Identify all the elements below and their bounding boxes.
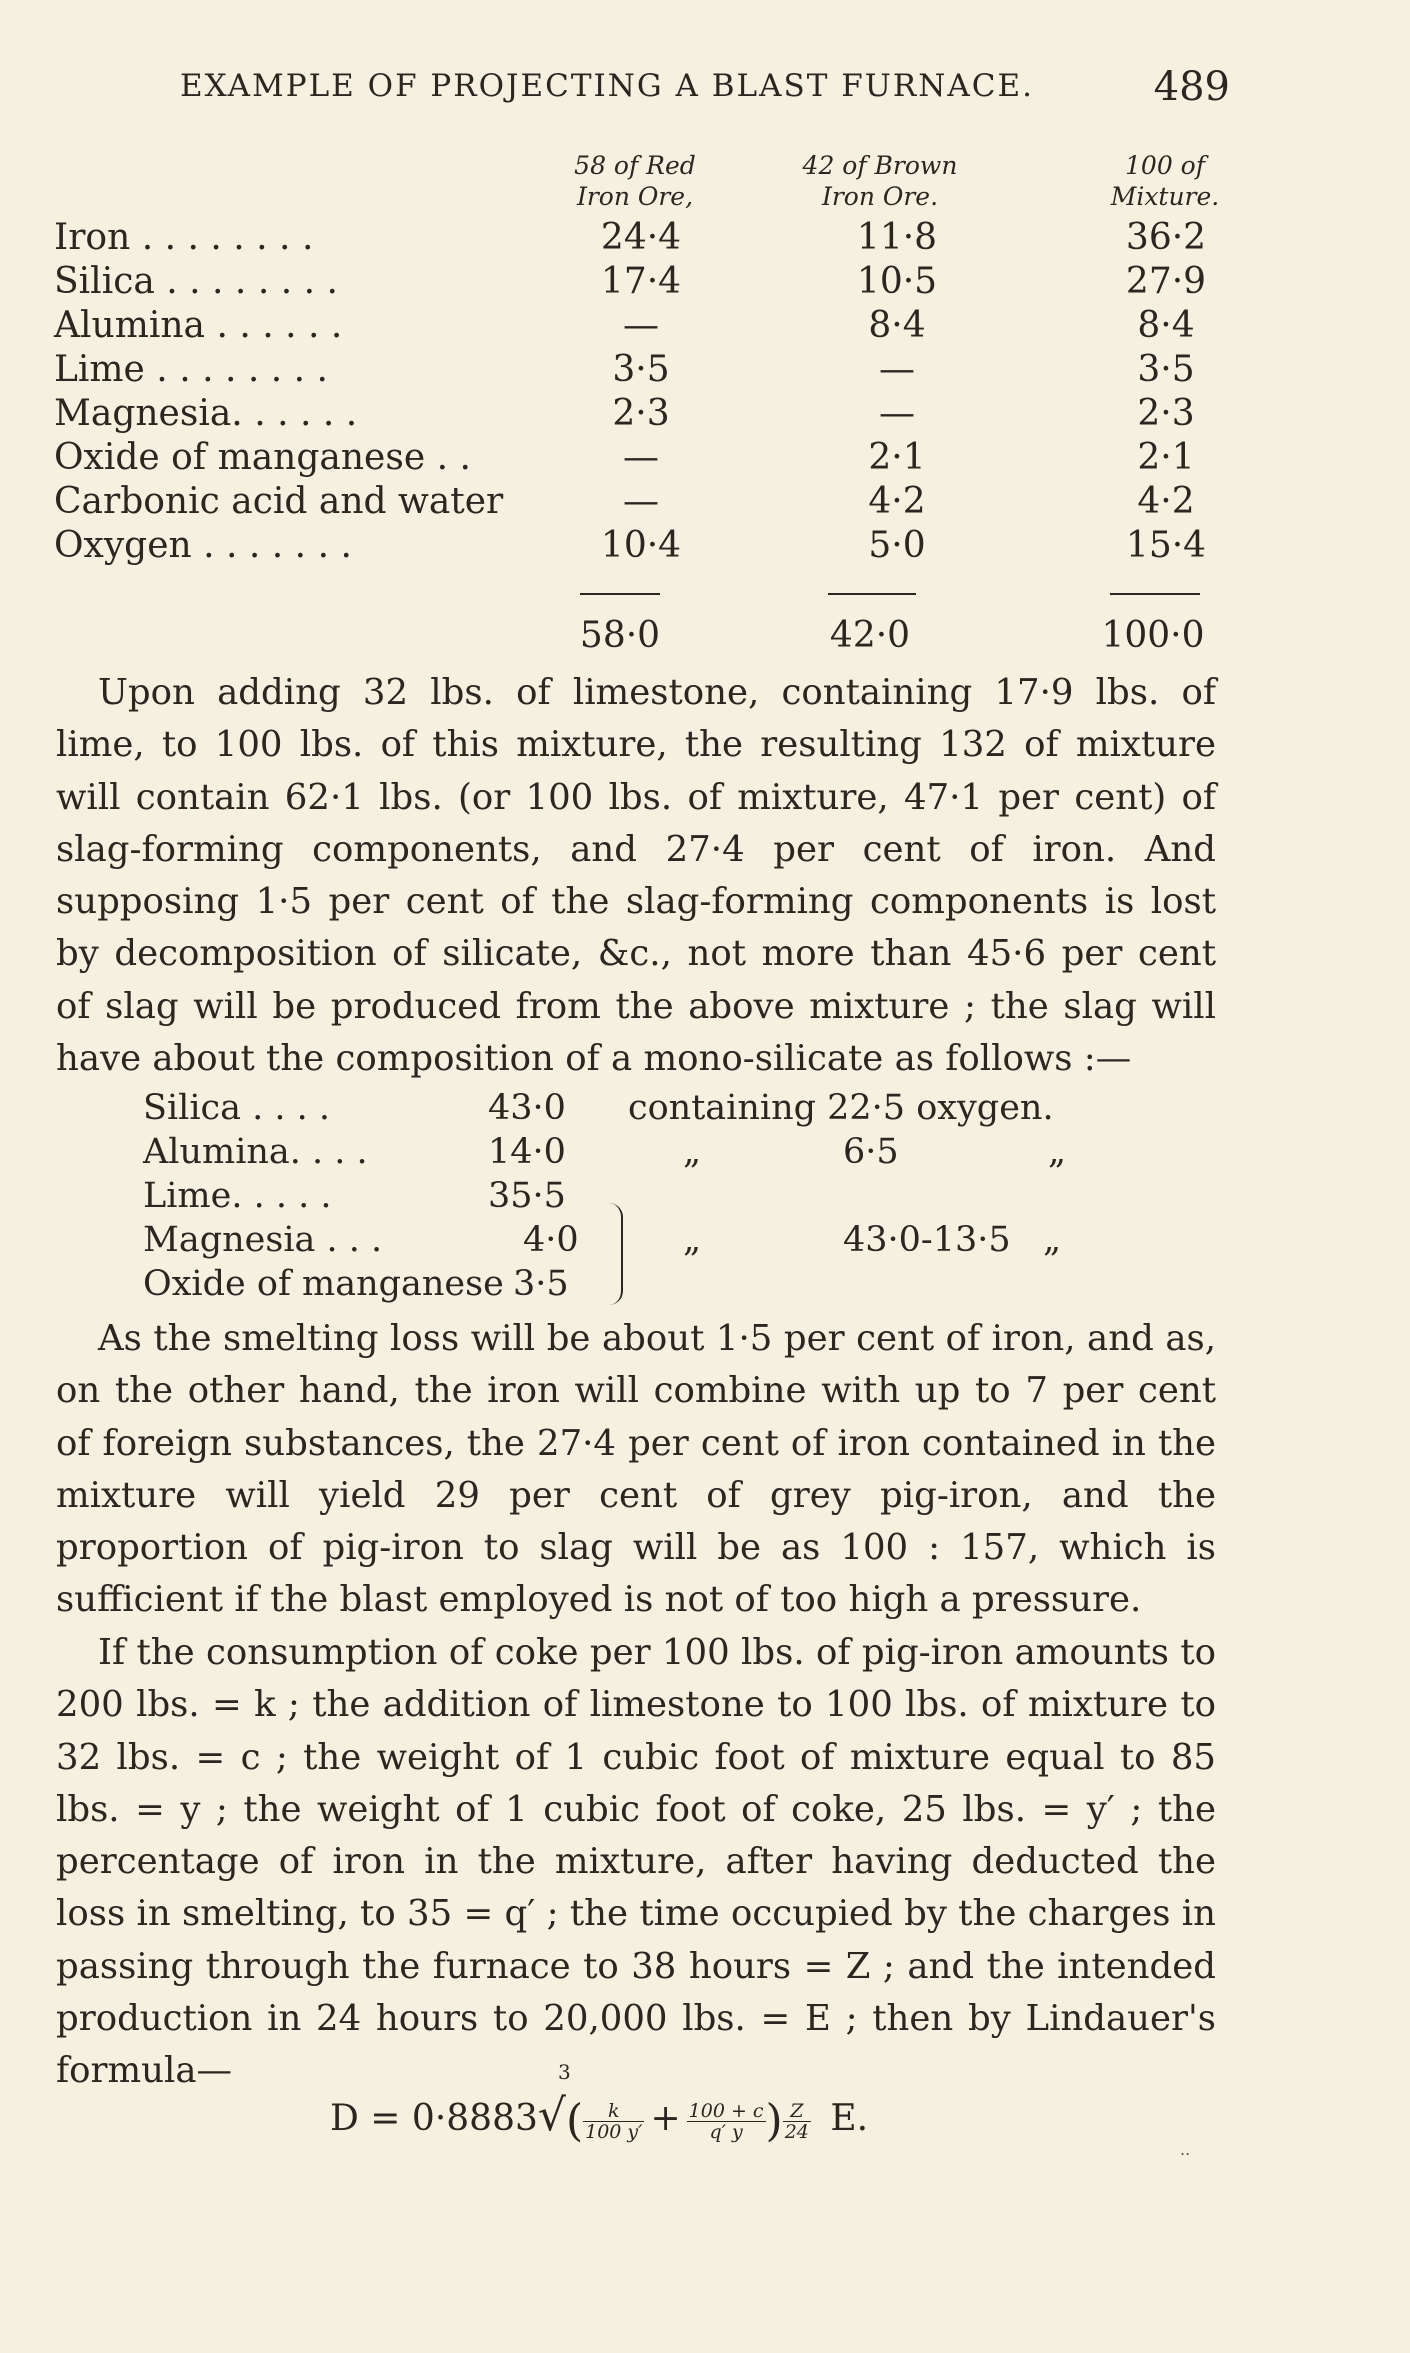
- open-paren: (: [565, 2095, 584, 2147]
- table-row: Oxide of manganese . . — 2·1 2·1: [54, 437, 1195, 478]
- sum-rule: [580, 593, 660, 595]
- table-row: Silica . . . . . . . . 17·4 10·5 27·9: [54, 261, 1207, 302]
- root-index: 3: [558, 2060, 571, 2084]
- table-row: Magnesia. . . . . . 2·3 — 2·3: [54, 393, 1195, 434]
- header-title: EXAMPLE OF PROJECTING A BLAST FURNACE.: [180, 68, 1034, 104]
- lindauer-formula: [330, 2060, 869, 2147]
- paragraph-parameters: If the consumption of coke per 100 lbs. of pig-iron amounts to 200 lbs. = k ; the addition of limestone to 100 lbs. of mixture to 32 lbs. = c ; the weight of 1 cubic foot of mixture equal to 85 lbs. = y ; the weight of 1 cubic foot of coke, 25 lbs. = y′ ; the percentage of iron in the mixture, after having deducted the loss in smelting, to 35 = q′ ; the time occupied by the charges in passing through the furnace to 38 hours = Z ; and the intended production in 24 hours to 20,000 lbs. = E ; then by Lindauer's formula—: [56, 1632, 1216, 2092]
- table-row: Lime . . . . . . . . 3·5 — 3·5: [54, 349, 1195, 390]
- table-row: Oxygen . . . . . . . 10·4 5·0 15·4: [54, 525, 1207, 566]
- table-row: Alumina . . . . . . — 8·4 8·4: [54, 305, 1195, 346]
- paragraph-smelting-loss: As the smelting loss will be about 1·5 per cent of iron, and as, on the other hand, the iron will combine with up to 7 per cent of foreign substances, the 27·4 per cent of iron contained in the mixture will yield 29 per cent of grey pig-iron, and the proportion of pig-iron to slag will be as 100 : 157, which is sufficient if the blast employed is not of too high a pressure.: [56, 1318, 1216, 1621]
- total-mixture: 100·0: [1101, 615, 1205, 656]
- page-number: 489: [1153, 64, 1230, 110]
- plus-sign: +: [650, 2098, 681, 2139]
- total-red-ore: 58·0: [579, 615, 661, 656]
- brace: [605, 1203, 623, 1305]
- column-header-brown-ore: 42 of Brown Iron Ore.: [802, 151, 958, 211]
- margin-mark: ..: [1180, 2140, 1191, 2159]
- table-row: Carbonic acid and water — 4·2 4·2: [54, 481, 1195, 522]
- column-header-mixture: 100 of Mixture.: [1110, 151, 1220, 211]
- formula-lhs: D = 0·8883: [330, 2098, 538, 2139]
- total-brown-ore: 42·0: [829, 615, 911, 656]
- column-header-red-ore: 58 of Red Iron Ore,: [574, 151, 696, 211]
- formula-rhs: E.: [830, 2098, 869, 2139]
- sum-rule: [828, 593, 916, 595]
- paragraph-limestone: Upon adding 32 lbs. of limestone, containing 17·9 lbs. of lime, to 100 lbs. of this mixture, the resulting 132 of mixture will contain 62·1 lbs. (or 100 lbs. of mixture, 47·1 per cent) of slag-forming components, and 27·4 per cent of iron. And supposing 1·5 per cent of the slag-forming components is lost by decomposition of silicate, &c., not more than 45·6 per cent of slag will be produced from the above mixture ; the slag will have about the composition of a mono-silicate as follows :—: [56, 672, 1216, 1080]
- sum-rule: [1110, 593, 1200, 595]
- fraction-mixture: $\frac{100 + c}{q' y}$: [688, 2099, 764, 2143]
- fraction-time: $\frac{Z}{24}$: [784, 2099, 809, 2143]
- close-paren: ): [765, 2095, 783, 2147]
- fraction-coke: $\frac{k}{100 y'}$: [585, 2099, 643, 2143]
- radical-sign: √: [537, 2090, 566, 2141]
- table-row: Iron . . . . . . . . 24·4 11·8 36·2: [54, 217, 1207, 258]
- book-page: EXAMPLE OF PROJECTING A BLAST FURNACE. 489 58 of Red Iron Ore, 42 of Brown Iron Ore. 100 of Mixture. Iron . . . . . . . . 24·4 11·8 36·2 Silica . . . . . . . . 17·4 10·5 27·9 Alumina . . . . . . — 8·4 8·4 Lime . . . . . . . . 3·5 — 3·5 Magnesia. . . . . . 2·3 — 2·3 Oxide of manganese . . — 2·1 2·1 Carbonic acid and water — 4·2 4·2 Oxygen . . . . . . . 10·4 5·0 15·4 58·0 42·0 100·0 Upon adding 32 lbs. of limestone, containing 17·9 lbs. of lime, to 100 lbs. of this mixture, the resulting 132 of mixture will contain 62·1 lbs. (or 100 lbs. of mixture, 47·1 per cent) of slag-forming components, and 27·4 per cent of iron. And supposing 1·5 per cent of the slag-forming components is lost by decomposition of silicate, &c., not more than 45·6 per cent of slag will be produced from the above mixture ; the slag will have about the composition of a mono-silicate as follows :— Silica . . . . 43·0 containing 22·5 oxygen. Alumina. . . . 14·0 „ 6·5 „ Lime. . . . . 35·5 Magnesia . . . 4·0 „ 43·0-13·5 „ Oxide of manganese 3·5 As the smelting loss will be about 1·5 per cent of iron, and as, on the other hand, the iron will combine with up to 7 per cent of foreign substances, the 27·4 per cent of iron contained in the mixture will yield 29 per cent of grey pig-iron, and the proportion of pig-iron to slag will be as 100 : 157, which is sufficient if the blast employed is not of too high a pressure. If the consumption of coke per 100 lbs. of pig-iron amounts to 200 lbs. = k ; the addition of limestone to 100 lbs. of mixture to 32 lbs. = c ; the weight of 1 cubic foot of mixture equal to 85 lbs. = y ; the weight of 1 cubic foot of coke, 25 lbs. = y′ ; the percentage of iron in the mixture, after having deducted the loss in smelting, to 35 = q′ ; the time occupied by the charges in passing through the furnace to 38 hours = Z ; and the intended production in 24 hours to 20,000 lbs. = E ; then by Lindauer's formula— D = 0·8883√ 3 ( $\frac{k}{100 y'}$ + $\frac{100 + c}{q' y}$ ) $\frac{Z}{24}$ E. ..: [0, 0, 1410, 2353]
